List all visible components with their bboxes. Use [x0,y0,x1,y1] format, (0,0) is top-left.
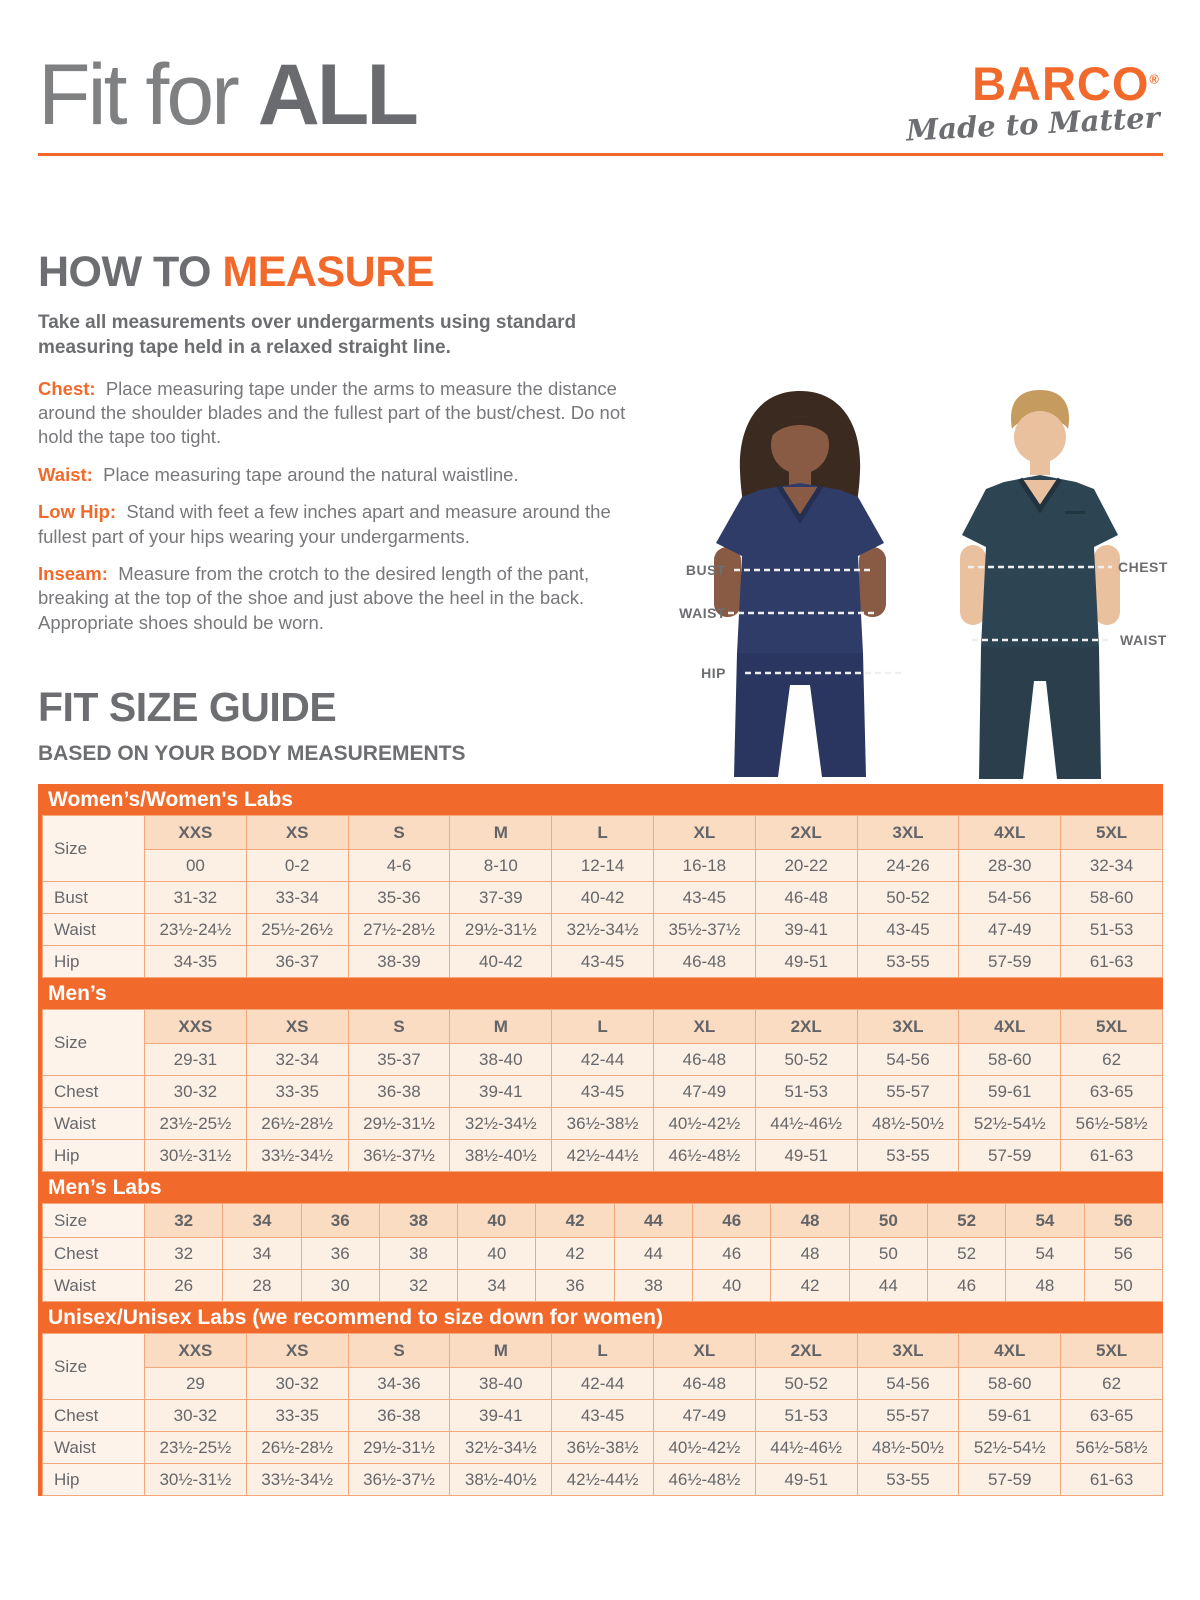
size-column-header: S [348,1334,450,1368]
measurement-cell: 42 [771,1270,849,1302]
numeric-size-cell: 35-37 [348,1044,450,1076]
measurement-cell: 32½-34½ [450,1432,552,1464]
fit-size-guide-subtitle: BASED ON YOUR BODY MEASUREMENTS [38,742,466,765]
header-row [43,1204,1163,1238]
measurement-cell: 56 [1084,1238,1162,1270]
numeric-size-cell: 50-52 [755,1368,857,1400]
numeric-size-cell: 29 [145,1368,247,1400]
size-table-banner-2: Men’s Labs [38,1172,1163,1203]
measurement-cell: 32½-34½ [450,1108,552,1140]
numeric-size-cell: 32-34 [246,1044,348,1076]
measurement-cell: 53-55 [857,946,959,978]
measurement-cell: 63-65 [1061,1400,1163,1432]
size-table-2 [42,1203,1163,1302]
measurement-row-hip [43,946,1163,978]
row-label: Hip [43,1140,145,1172]
measurement-cell: 34-35 [145,946,247,978]
size-column-header: S [348,1010,450,1044]
numeric-size-cell: 58-60 [959,1044,1061,1076]
measurement-cell: 33-34 [246,882,348,914]
measurement-cell: 35-36 [348,882,450,914]
low-hip-label: Low Hip: [38,501,117,523]
row-label: Chest [43,1076,145,1108]
numeric-size-row [43,850,1163,882]
measurement-cell: 44 [849,1270,927,1302]
measurement-cell: 38 [614,1270,692,1302]
measurement-cell: 50 [1084,1270,1162,1302]
numeric-size-cell: 8-10 [450,850,552,882]
size-column-header: 36 [301,1204,379,1238]
waist-text: Place measuring tape around the natural waistline. [103,463,519,485]
size-column-header: XXS [145,816,247,850]
header-row [43,816,1163,850]
how-to-measure-title-orange: MEASURE [222,248,434,296]
measurement-row-chest [43,1400,1163,1432]
row-label: Waist [43,1270,145,1302]
numeric-size-cell: 29-31 [145,1044,247,1076]
measurement-cell: 29½-31½ [348,1432,450,1464]
size-table-section-3 [38,1302,1163,1496]
size-header-cell: Size [43,1334,145,1400]
size-column-header: 44 [614,1204,692,1238]
measurement-cell: 34 [458,1270,536,1302]
size-column-header: 4XL [959,1334,1061,1368]
measurement-cell: 33½-34½ [246,1464,348,1496]
registered-mark: ® [1149,71,1160,87]
row-label: Waist [43,1432,145,1464]
measurement-cell: 36½-38½ [552,1108,654,1140]
measurement-cell: 27½-28½ [348,914,450,946]
size-table-body-3 [43,1334,1163,1496]
measurement-cell: 61-63 [1061,1464,1163,1496]
measure-step-inseam [38,562,643,635]
measurement-cell: 26 [145,1270,223,1302]
measurement-cell: 36-37 [246,946,348,978]
numeric-size-cell: 46-48 [653,1044,755,1076]
numeric-size-cell: 32-34 [1061,850,1163,882]
measurement-cell: 25½-26½ [246,914,348,946]
numeric-size-cell: 30-32 [246,1368,348,1400]
measurement-cell: 57-59 [959,1140,1061,1172]
measurement-cell: 40 [693,1270,771,1302]
size-column-header: 40 [458,1204,536,1238]
numeric-size-cell: 62 [1061,1044,1163,1076]
size-column-header: L [552,1010,654,1044]
size-column-header: 3XL [857,1010,959,1044]
size-table-0 [42,815,1163,978]
measurement-cell: 34 [223,1238,301,1270]
size-column-header: 2XL [755,816,857,850]
size-column-header: 46 [693,1204,771,1238]
measurement-cell: 49-51 [755,1464,857,1496]
measurement-cell: 47-49 [653,1400,755,1432]
size-column-header: 3XL [857,1334,959,1368]
measurement-cell: 46-48 [755,882,857,914]
male-model [960,390,1120,779]
numeric-size-cell: 24-26 [857,850,959,882]
measurement-cell: 36-38 [348,1400,450,1432]
size-column-header: 54 [1006,1204,1084,1238]
header-row [43,1010,1163,1044]
measurement-row-chest [43,1076,1163,1108]
page-title-light: Fit for [38,47,258,143]
measurement-cell: 43-45 [653,882,755,914]
low-hip-text: Stand with feet a few inches apart and measure around the fullest part of your hips wearing your undergarments. [38,501,611,547]
measurement-cell: 36-38 [348,1076,450,1108]
size-column-header: XL [653,816,755,850]
size-column-header: 2XL [755,1334,857,1368]
measurement-cell: 50-52 [857,882,959,914]
measurement-cell: 32½-34½ [552,914,654,946]
measurement-cell: 50 [849,1238,927,1270]
size-column-header: XXS [145,1334,247,1368]
orange-divider [38,153,1163,156]
measurement-cell: 59-61 [959,1076,1061,1108]
measurement-cell: 40½-42½ [653,1108,755,1140]
measurement-cell: 42 [536,1238,614,1270]
measurement-cell: 43-45 [552,946,654,978]
size-column-header: 4XL [959,816,1061,850]
size-table-section-1 [38,978,1163,1172]
measurement-cell: 38 [379,1238,457,1270]
measurement-cell: 30½-31½ [145,1464,247,1496]
measurement-cell: 40 [458,1238,536,1270]
measurement-cell: 57-59 [959,946,1061,978]
page-title [38,47,416,143]
measurement-cell: 47-49 [959,914,1061,946]
measurement-cell: 31-32 [145,882,247,914]
size-table-banner-3: Unisex/Unisex Labs (we recommend to size down for women) [38,1302,1163,1333]
size-table-body-1 [43,1010,1163,1172]
size-column-header: XS [246,1334,348,1368]
size-column-header: 3XL [857,816,959,850]
measurement-cell: 36½-37½ [348,1140,450,1172]
size-table-banner-0: Women’s/Women's Labs [38,784,1163,815]
measurement-cell: 54-56 [959,882,1061,914]
numeric-size-cell: 34-36 [348,1368,450,1400]
measurement-cell: 56½-58½ [1061,1108,1163,1140]
size-column-header: 32 [145,1204,223,1238]
measurement-cell: 52½-54½ [959,1432,1061,1464]
numeric-size-cell: 62 [1061,1368,1163,1400]
measurement-cell: 43-45 [552,1400,654,1432]
row-label: Waist [43,1108,145,1140]
size-table-section-2 [38,1172,1163,1302]
numeric-size-cell: 12-14 [552,850,654,882]
size-column-header: 5XL [1061,1010,1163,1044]
chest-label: Chest: [38,377,96,399]
measurement-figure [650,385,1175,783]
measurement-cell: 40½-42½ [653,1432,755,1464]
size-column-header: 38 [379,1204,457,1238]
measure-step-chest [38,377,643,450]
measurement-cell: 35½-37½ [653,914,755,946]
measurement-row-hip [43,1140,1163,1172]
chest-measurement-label: CHEST [1118,559,1168,575]
measurement-cell: 58-60 [1061,882,1163,914]
measurement-cell: 26½-28½ [246,1108,348,1140]
size-column-header: 56 [1084,1204,1162,1238]
size-column-header: M [450,1010,552,1044]
measurement-cell: 44 [614,1238,692,1270]
size-tables [38,784,1163,1496]
measurement-cell: 38½-40½ [450,1464,552,1496]
numeric-size-cell: 38-40 [450,1368,552,1400]
size-column-header: XS [246,1010,348,1044]
measurement-cell: 42½-44½ [552,1140,654,1172]
numeric-size-cell: 58-60 [959,1368,1061,1400]
header-row [43,1334,1163,1368]
chest-text: Place measuring tape under the arms to measure the distance around the shoulder blades and the fullest part of the bust/chest. Do not hold the tape too tight. [38,377,626,448]
measurement-cell: 46½-48½ [653,1140,755,1172]
measurement-cell: 44½-46½ [755,1108,857,1140]
measurement-cell: 39-41 [755,914,857,946]
measurement-cell: 54 [1006,1238,1084,1270]
numeric-size-cell: 00 [145,850,247,882]
size-header-cell: Size [43,816,145,882]
measurement-cell: 42½-44½ [552,1464,654,1496]
row-label: Hip [43,946,145,978]
measurement-cell: 33-35 [246,1400,348,1432]
measurement-cell: 44½-46½ [755,1432,857,1464]
size-column-header: 5XL [1061,816,1163,850]
measurement-row-waist [43,914,1163,946]
numeric-size-cell: 50-52 [755,1044,857,1076]
brand-tagline: Made to Matter [905,100,1161,148]
measurement-cell: 46½-48½ [653,1464,755,1496]
size-column-header: S [348,816,450,850]
numeric-size-cell: 20-22 [755,850,857,882]
numeric-size-cell: 16-18 [653,850,755,882]
measurement-cell: 48 [1006,1270,1084,1302]
hip-measurement-label: HIP [701,665,726,681]
page-title-bold: ALL [257,47,416,143]
measurement-cell: 61-63 [1061,1140,1163,1172]
numeric-size-cell: 28-30 [959,850,1061,882]
measurement-cell: 55-57 [857,1076,959,1108]
numeric-size-row [43,1368,1163,1400]
measurement-cell: 36½-37½ [348,1464,450,1496]
measurement-cell: 23½-24½ [145,914,247,946]
size-table-banner-1: Men’s [38,978,1163,1009]
measurement-row-bust [43,882,1163,914]
measurement-cell: 48 [771,1238,849,1270]
size-column-header: 48 [771,1204,849,1238]
measurement-cell: 23½-25½ [145,1432,247,1464]
brand-name [906,57,1160,110]
measure-step-waist [38,463,643,487]
measurement-cell: 30-32 [145,1076,247,1108]
size-table-section-0 [38,784,1163,978]
measurement-cell: 48½-50½ [857,1432,959,1464]
inseam-text: Measure from the crotch to the desired length of the pant, breaking at the top of the shoe and just above the heel in the back. Appropriate shoes should be worn. [38,562,590,633]
size-table-body-0 [43,816,1163,978]
measure-intro: Take all measurements over undergarments using standard measuring tape held in a relaxed straight line. [38,312,577,359]
measurement-cell: 51-53 [1061,914,1163,946]
measurement-cell: 51-53 [755,1400,857,1432]
size-header-cell: Size [43,1010,145,1076]
size-column-header: 34 [223,1204,301,1238]
measurement-cell: 23½-25½ [145,1108,247,1140]
measurement-cell: 36½-38½ [552,1432,654,1464]
numeric-size-cell: 38-40 [450,1044,552,1076]
numeric-size-row [43,1044,1163,1076]
numeric-size-cell: 46-48 [653,1368,755,1400]
measurement-cell: 32 [145,1238,223,1270]
size-column-header: XL [653,1334,755,1368]
size-column-header: 50 [849,1204,927,1238]
size-header-cell: Size [43,1204,145,1238]
numeric-size-cell: 4-6 [348,850,450,882]
male-waist-measurement-label: WAIST [1120,632,1167,648]
size-column-header: XL [653,1010,755,1044]
measurement-cell: 30-32 [145,1400,247,1432]
measurement-row-hip [43,1464,1163,1496]
row-label: Chest [43,1238,145,1270]
numeric-size-cell: 54-56 [857,1368,959,1400]
measurement-cell: 26½-28½ [246,1432,348,1464]
measurement-cell: 52½-54½ [959,1108,1061,1140]
measurement-cell: 28 [223,1270,301,1302]
measurement-cell: 29½-31½ [348,1108,450,1140]
size-table-3 [42,1333,1163,1496]
measurement-cell: 43-45 [552,1076,654,1108]
measurement-cell: 46 [693,1238,771,1270]
size-column-header: 5XL [1061,1334,1163,1368]
measurement-cell: 55-57 [857,1400,959,1432]
measure-copy [38,310,643,648]
measurement-cell: 52 [927,1238,1005,1270]
size-column-header: 4XL [959,1010,1061,1044]
measurement-cell: 39-41 [450,1400,552,1432]
fit-size-guide-title: FIT SIZE GUIDE [38,684,337,730]
size-column-header: XXS [145,1010,247,1044]
measurement-cell: 36 [301,1238,379,1270]
measurement-row-chest [43,1238,1163,1270]
numeric-size-cell: 42-44 [552,1044,654,1076]
measure-step-lowhip [38,500,643,549]
measurement-cell: 63-65 [1061,1076,1163,1108]
row-label: Bust [43,882,145,914]
how-to-measure-title [38,248,434,297]
models-illustration [650,385,1175,783]
measurement-cell: 59-61 [959,1400,1061,1432]
bust-measurement-label: BUST [685,562,726,578]
measurement-row-waist [43,1108,1163,1140]
row-label: Waist [43,914,145,946]
measurement-cell: 33-35 [246,1076,348,1108]
measurement-cell: 38-39 [348,946,450,978]
measurement-cell: 56½-58½ [1061,1432,1163,1464]
female-model [714,391,886,777]
brand-logo [905,57,1161,148]
measurement-cell: 57-59 [959,1464,1061,1496]
measurement-cell: 53-55 [857,1464,959,1496]
size-column-header: M [450,1334,552,1368]
numeric-size-cell: 0-2 [246,850,348,882]
measurement-cell: 61-63 [1061,946,1163,978]
size-column-header: 42 [536,1204,614,1238]
measurement-cell: 33½-34½ [246,1140,348,1172]
how-to-measure-title-gray: HOW TO [38,248,223,296]
row-label: Chest [43,1400,145,1432]
size-column-header: 2XL [755,1010,857,1044]
measurement-cell: 38½-40½ [450,1140,552,1172]
measurement-cell: 39-41 [450,1076,552,1108]
measurement-row-waist [43,1270,1163,1302]
measurement-cell: 51-53 [755,1076,857,1108]
numeric-size-cell: 42-44 [552,1368,654,1400]
measurement-cell: 47-49 [653,1076,755,1108]
measurement-cell: 30½-31½ [145,1140,247,1172]
measurement-cell: 49-51 [755,946,857,978]
measurement-cell: 32 [379,1270,457,1302]
measurement-cell: 53-55 [857,1140,959,1172]
measurement-cell: 29½-31½ [450,914,552,946]
measurement-cell: 43-45 [857,914,959,946]
size-column-header: XS [246,816,348,850]
size-column-header: L [552,1334,654,1368]
female-waist-measurement-label: WAIST [679,605,726,621]
waist-label: Waist: [38,463,93,485]
brand-wordmark: BARCO [972,57,1150,110]
measurement-cell: 46 [927,1270,1005,1302]
measurement-cell: 30 [301,1270,379,1302]
measurement-cell: 40-42 [450,946,552,978]
measurement-cell: 46-48 [653,946,755,978]
inseam-label: Inseam: [38,562,108,584]
size-table-1 [42,1009,1163,1172]
measurement-row-waist [43,1432,1163,1464]
numeric-size-cell: 54-56 [857,1044,959,1076]
measurement-cell: 48½-50½ [857,1108,959,1140]
size-column-header: L [552,816,654,850]
measurement-cell: 49-51 [755,1140,857,1172]
measurement-cell: 37-39 [450,882,552,914]
measurement-cell: 36 [536,1270,614,1302]
measurement-cell: 40-42 [552,882,654,914]
size-column-header: M [450,816,552,850]
size-column-header: 52 [927,1204,1005,1238]
size-table-body-2 [43,1204,1163,1302]
row-label: Hip [43,1464,145,1496]
